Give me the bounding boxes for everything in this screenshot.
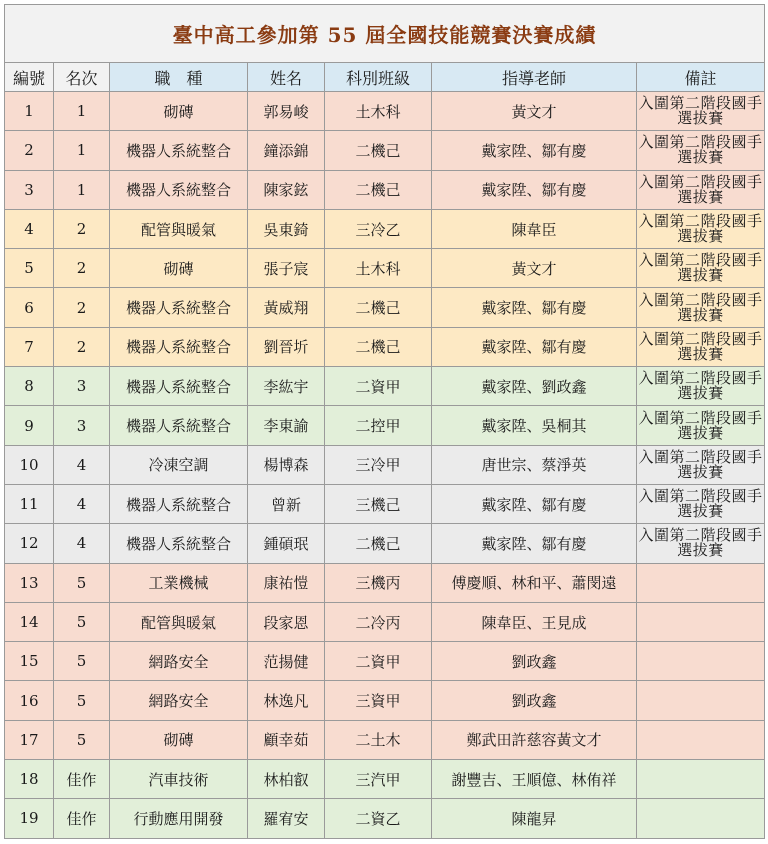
cell-note: 入圍第二階段國手選拔賽	[637, 131, 765, 170]
cell-note	[637, 799, 765, 838]
table-row	[5, 445, 765, 484]
header-number: 編號	[5, 63, 54, 92]
table-row	[5, 799, 765, 838]
cell-name: 林柏叡	[248, 760, 325, 799]
cell-name: 張子宸	[248, 249, 325, 288]
header-name: 姓名	[248, 63, 325, 92]
cell-rank: 5	[54, 642, 110, 681]
cell-teacher: 謝豐吉、王順億、林侑祥	[432, 760, 637, 799]
header-class: 科別班級	[325, 63, 432, 92]
table-row	[5, 681, 765, 720]
cell-rank: 2	[54, 209, 110, 248]
table-row	[5, 209, 765, 248]
cell-note	[637, 681, 765, 720]
cell-number: 2	[5, 131, 54, 170]
cell-number: 10	[5, 445, 54, 484]
cell-class: 二資乙	[325, 799, 432, 838]
cell-teacher: 陳韋臣、王見成	[432, 602, 637, 641]
cell-note	[637, 642, 765, 681]
cell-note: 入圍第二階段國手選拔賽	[637, 327, 765, 366]
cell-trade: 砌磚	[110, 720, 248, 759]
cell-trade: 砌磚	[110, 249, 248, 288]
cell-trade: 機器人系統整合	[110, 484, 248, 523]
cell-rank: 佳作	[54, 799, 110, 838]
cell-teacher: 黃文才	[432, 249, 637, 288]
cell-trade: 機器人系統整合	[110, 524, 248, 563]
cell-name: 林逸凡	[248, 681, 325, 720]
cell-rank: 3	[54, 406, 110, 445]
cell-name: 黃威翔	[248, 288, 325, 327]
header-row	[5, 63, 765, 92]
cell-note: 入圍第二階段國手選拔賽	[637, 484, 765, 523]
cell-class: 二機己	[325, 327, 432, 366]
cell-rank: 5	[54, 681, 110, 720]
cell-number: 16	[5, 681, 54, 720]
cell-teacher: 鄭武田許慈容黃文才	[432, 720, 637, 759]
cell-class: 二控甲	[325, 406, 432, 445]
table-title: 臺中高工參加第 55 屆全國技能競賽決賽成績	[5, 5, 765, 63]
cell-number: 17	[5, 720, 54, 759]
cell-note: 入圍第二階段國手選拔賽	[637, 92, 765, 131]
table-row	[5, 170, 765, 209]
cell-rank: 5	[54, 602, 110, 641]
table-row	[5, 760, 765, 799]
table-row	[5, 602, 765, 641]
cell-trade: 工業機械	[110, 563, 248, 602]
header-rank: 名次	[54, 63, 110, 92]
cell-name: 楊博森	[248, 445, 325, 484]
cell-trade: 機器人系統整合	[110, 131, 248, 170]
cell-number: 14	[5, 602, 54, 641]
cell-rank: 佳作	[54, 760, 110, 799]
cell-note: 入圍第二階段國手選拔賽	[637, 249, 765, 288]
cell-name: 劉晉圻	[248, 327, 325, 366]
cell-name: 鐘添錦	[248, 131, 325, 170]
cell-rank: 2	[54, 249, 110, 288]
cell-name: 段家恩	[248, 602, 325, 641]
cell-teacher: 劉政鑫	[432, 681, 637, 720]
cell-rank: 5	[54, 720, 110, 759]
cell-class: 三機丙	[325, 563, 432, 602]
cell-rank: 5	[54, 563, 110, 602]
cell-class: 二資甲	[325, 642, 432, 681]
cell-teacher: 戴家陞、鄒有慶	[432, 327, 637, 366]
table-row	[5, 720, 765, 759]
cell-trade: 機器人系統整合	[110, 327, 248, 366]
cell-rank: 1	[54, 170, 110, 209]
cell-number: 18	[5, 760, 54, 799]
header-teacher: 指導老師	[432, 63, 637, 92]
cell-teacher: 劉政鑫	[432, 642, 637, 681]
cell-class: 土木科	[325, 92, 432, 131]
cell-rank: 4	[54, 484, 110, 523]
cell-teacher: 唐世宗、蔡淨英	[432, 445, 637, 484]
cell-name: 吳東錡	[248, 209, 325, 248]
cell-class: 三汽甲	[325, 760, 432, 799]
cell-name: 顧幸茹	[248, 720, 325, 759]
cell-class: 二土木	[325, 720, 432, 759]
table-row	[5, 484, 765, 523]
cell-name: 鍾碩珉	[248, 524, 325, 563]
table-row	[5, 563, 765, 602]
cell-rank: 2	[54, 327, 110, 366]
cell-class: 三機己	[325, 484, 432, 523]
table-body	[5, 92, 765, 839]
cell-rank: 4	[54, 524, 110, 563]
cell-trade: 冷凍空調	[110, 445, 248, 484]
cell-note	[637, 760, 765, 799]
cell-name: 李紘宇	[248, 367, 325, 406]
cell-number: 11	[5, 484, 54, 523]
cell-trade: 機器人系統整合	[110, 288, 248, 327]
cell-trade: 機器人系統整合	[110, 406, 248, 445]
cell-teacher: 陳龍昇	[432, 799, 637, 838]
cell-class: 二機己	[325, 170, 432, 209]
cell-teacher: 戴家陞、鄒有慶	[432, 131, 637, 170]
cell-trade: 砌磚	[110, 92, 248, 131]
table-row	[5, 524, 765, 563]
cell-number: 12	[5, 524, 54, 563]
cell-teacher: 戴家陞、吳桐其	[432, 406, 637, 445]
cell-trade: 行動應用開發	[110, 799, 248, 838]
cell-class: 土木科	[325, 249, 432, 288]
cell-class: 二機己	[325, 288, 432, 327]
cell-trade: 配管與暖氣	[110, 602, 248, 641]
cell-note	[637, 720, 765, 759]
cell-number: 19	[5, 799, 54, 838]
table-row	[5, 642, 765, 681]
cell-note: 入圍第二階段國手選拔賽	[637, 170, 765, 209]
cell-note: 入圍第二階段國手選拔賽	[637, 524, 765, 563]
header-trade: 職 種	[110, 63, 248, 92]
cell-class: 二機己	[325, 524, 432, 563]
cell-note: 入圍第二階段國手選拔賽	[637, 445, 765, 484]
cell-number: 6	[5, 288, 54, 327]
cell-teacher: 戴家陞、鄒有慶	[432, 484, 637, 523]
cell-note: 入圍第二階段國手選拔賽	[637, 288, 765, 327]
cell-class: 二冷丙	[325, 602, 432, 641]
table-row	[5, 288, 765, 327]
cell-class: 三資甲	[325, 681, 432, 720]
cell-trade: 網路安全	[110, 681, 248, 720]
cell-teacher: 陳韋臣	[432, 209, 637, 248]
cell-rank: 2	[54, 288, 110, 327]
cell-rank: 4	[54, 445, 110, 484]
cell-note	[637, 602, 765, 641]
table-row	[5, 92, 765, 131]
cell-note: 入圍第二階段國手選拔賽	[637, 406, 765, 445]
cell-number: 3	[5, 170, 54, 209]
cell-class: 三冷乙	[325, 209, 432, 248]
cell-number: 8	[5, 367, 54, 406]
cell-teacher: 戴家陞、劉政鑫	[432, 367, 637, 406]
cell-note: 入圍第二階段國手選拔賽	[637, 209, 765, 248]
cell-number: 13	[5, 563, 54, 602]
table-row	[5, 131, 765, 170]
cell-number: 1	[5, 92, 54, 131]
cell-trade: 機器人系統整合	[110, 367, 248, 406]
results-sheet	[4, 4, 764, 839]
cell-class: 三冷甲	[325, 445, 432, 484]
cell-name: 郭易峻	[248, 92, 325, 131]
cell-number: 5	[5, 249, 54, 288]
cell-note: 入圍第二階段國手選拔賽	[637, 367, 765, 406]
cell-teacher: 傅慶順、林和平、蕭閔遠	[432, 563, 637, 602]
table-row	[5, 406, 765, 445]
cell-teacher: 黃文才	[432, 92, 637, 131]
cell-rank: 1	[54, 131, 110, 170]
cell-name: 曾新	[248, 484, 325, 523]
cell-note	[637, 563, 765, 602]
cell-teacher: 戴家陞、鄒有慶	[432, 524, 637, 563]
cell-name: 范揚健	[248, 642, 325, 681]
cell-teacher: 戴家陞、鄒有慶	[432, 170, 637, 209]
cell-number: 15	[5, 642, 54, 681]
table-row	[5, 249, 765, 288]
cell-trade: 汽車技術	[110, 760, 248, 799]
cell-class: 二資甲	[325, 367, 432, 406]
results-table	[4, 4, 765, 839]
cell-trade: 配管與暖氣	[110, 209, 248, 248]
table-row	[5, 327, 765, 366]
cell-rank: 3	[54, 367, 110, 406]
cell-trade: 機器人系統整合	[110, 170, 248, 209]
cell-number: 7	[5, 327, 54, 366]
header-note: 備註	[637, 63, 765, 92]
cell-trade: 網路安全	[110, 642, 248, 681]
cell-number: 9	[5, 406, 54, 445]
cell-class: 二機己	[325, 131, 432, 170]
cell-rank: 1	[54, 92, 110, 131]
cell-name: 羅宥安	[248, 799, 325, 838]
cell-number: 4	[5, 209, 54, 248]
cell-teacher: 戴家陞、鄒有慶	[432, 288, 637, 327]
cell-name: 李東諭	[248, 406, 325, 445]
cell-name: 陳家鉉	[248, 170, 325, 209]
cell-name: 康祐愷	[248, 563, 325, 602]
table-row	[5, 367, 765, 406]
